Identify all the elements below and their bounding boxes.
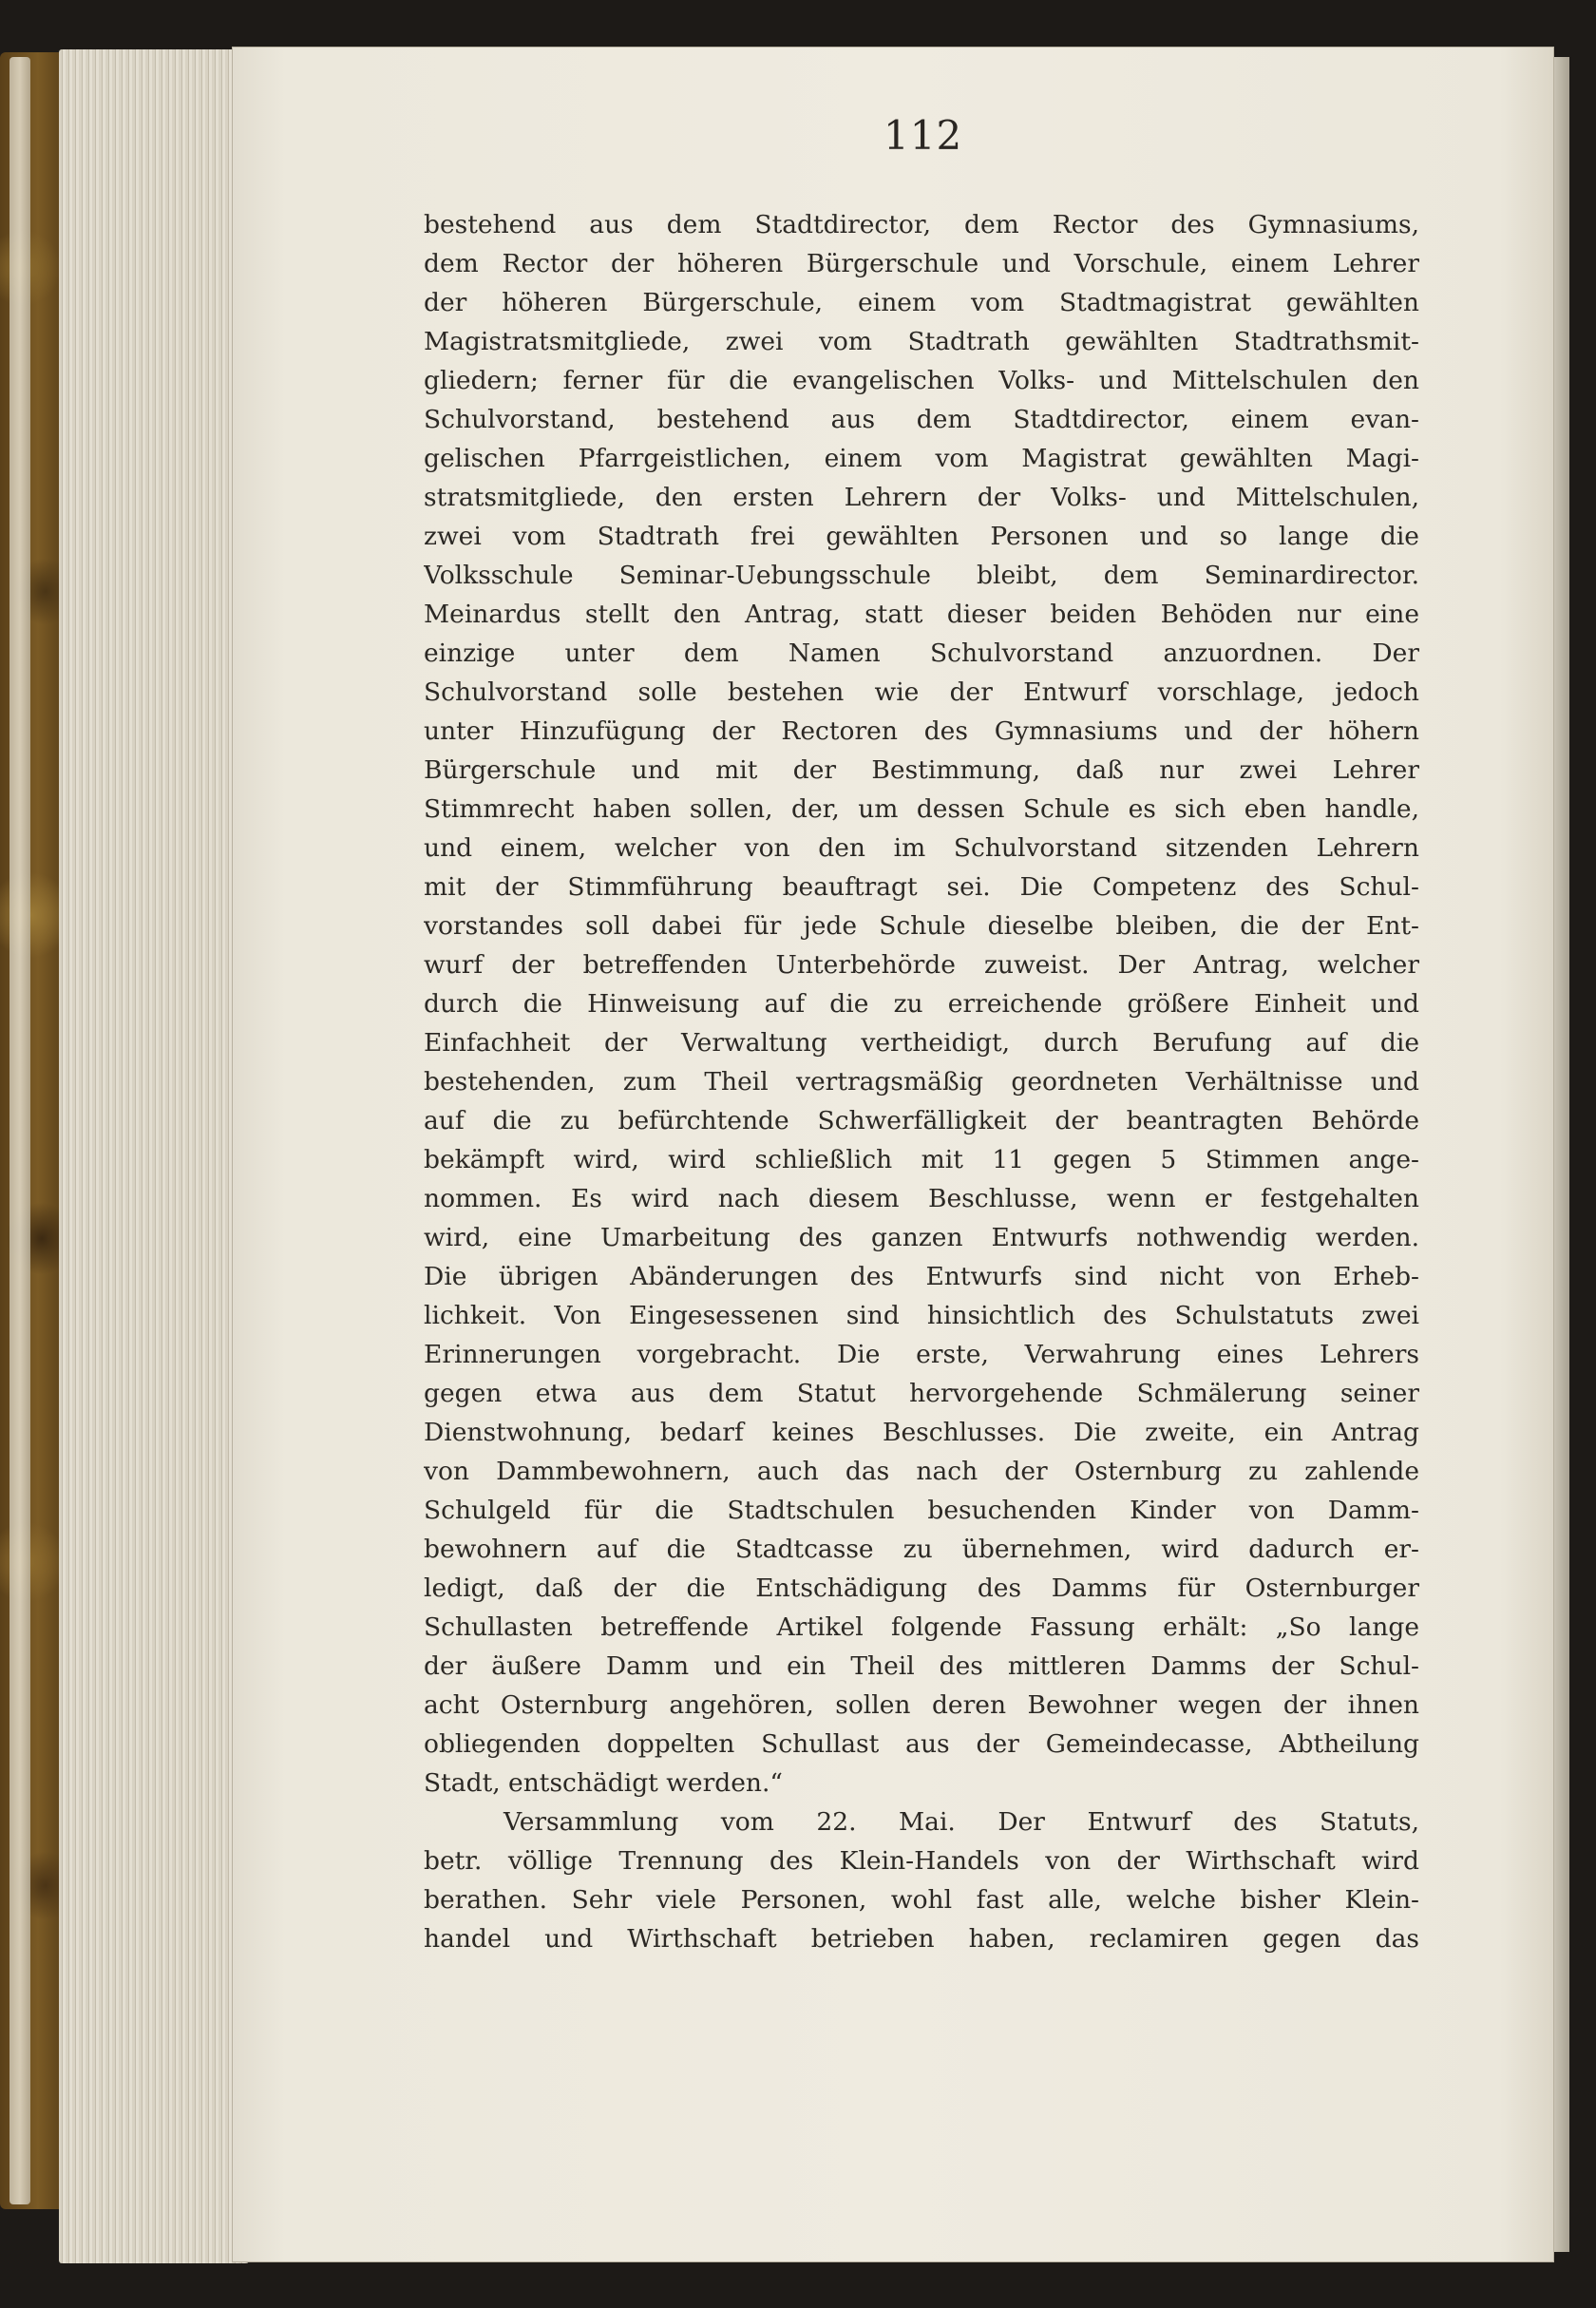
text-line: Dienstwohnung, bedarf keines Beschlusses. Die zweite, ein Antrag <box>424 1418 1419 1447</box>
text-line: Magistratsmitgliede, zwei vom Stadtrath gewählten Stadtrathsmit- <box>424 327 1419 356</box>
text-line: gliedern; ferner für die evangelischen Volks- und Mittelschulen den <box>424 366 1419 395</box>
text-line: der äußere Damm und ein Theil des mittleren Damms der Schul- <box>424 1651 1419 1681</box>
text-line: einzige unter dem Namen Schulvorstand anzuordnen. Der <box>424 639 1419 668</box>
text-line: lichkeit. Von Eingesessenen sind hinsichtlich des Schulstatuts zwei <box>424 1301 1419 1330</box>
text-line: und einem, welcher von den im Schulvorstand sitzenden Lehrern <box>424 833 1419 863</box>
text-line: Volksschule Seminar-Uebungsschule bleibt, dem Seminardirector. <box>424 561 1419 590</box>
text-line: stratsmitgliede, den ersten Lehrern der Volks- und Mittelschulen, <box>424 483 1419 512</box>
text-line: bekämpft wird, wird schließlich mit 11 gegen 5 Stimmen ange- <box>424 1145 1419 1174</box>
text-line: wird, eine Umarbeitung des ganzen Entwurfs nothwendig werden. <box>424 1223 1419 1252</box>
text-line: Einfachheit der Verwaltung vertheidigt, durch Berufung auf die <box>424 1028 1419 1058</box>
text-line: handel und Wirthschaft betrieben haben, reclamiren gegen das <box>424 1924 1419 1954</box>
cover-edge <box>10 57 30 2204</box>
text-line: Schullasten betreffende Artikel folgende Fassung erhält: „So lange <box>424 1612 1419 1642</box>
text-line: nommen. Es wird nach diesem Beschlusse, wenn er festgehalten <box>424 1184 1419 1213</box>
text-line: Schulvorstand, bestehend aus dem Stadtdirector, einem evan- <box>424 405 1419 434</box>
text-line: bestehenden, zum Theil vertragsmäßig geordneten Verhältnisse und <box>424 1067 1419 1097</box>
text-line: zwei vom Stadtrath frei gewählten Personen und so lange die <box>424 522 1419 551</box>
body-text <box>424 205 1419 1958</box>
text-line: berathen. Sehr viele Personen, wohl fast alle, welche bisher Klein- <box>424 1885 1419 1915</box>
text-line: wurf der betreffenden Unterbehörde zuweist. Der Antrag, welcher <box>424 950 1419 980</box>
text-line: obliegenden doppelten Schullast aus der Gemeindecasse, Abtheilung <box>424 1729 1419 1759</box>
text-line: Schulgeld für die Stadtschulen besuchenden Kinder von Damm- <box>424 1496 1419 1525</box>
text-line: Die übrigen Abänderungen des Entwurfs sind nicht von Erheb- <box>424 1262 1419 1291</box>
text-line: Stadt, entschädigt werden.“ <box>424 1768 783 1798</box>
text-line: mit der Stimmführung beauftragt sei. Die Competenz des Schul- <box>424 872 1419 902</box>
text-line: bewohnern auf die Stadtcasse zu übernehmen, wird dadurch er- <box>424 1535 1419 1564</box>
page-right-edge <box>1554 57 1569 2252</box>
text-line: vorstandes soll dabei für jede Schule dieselbe bleiben, die der Ent- <box>424 911 1419 941</box>
text-line: Erinnerungen vorgebracht. Die erste, Verwahrung eines Lehrers <box>424 1340 1419 1369</box>
page-number: 112 <box>884 112 963 159</box>
text-line: von Dammbewohnern, auch das nach der Osternburg zu zahlende <box>424 1457 1419 1486</box>
text-line: acht Osternburg angehören, sollen deren Bewohner wegen der ihnen <box>424 1690 1419 1720</box>
text-line: Schulvorstand solle bestehen wie der Entwurf vorschlage, jedoch <box>424 677 1419 707</box>
text-line: auf die zu befürchtende Schwerfälligkeit der beantragten Behörde <box>424 1106 1419 1135</box>
text-line: der höheren Bürgerschule, einem vom Stadtmagistrat gewählten <box>424 288 1419 317</box>
page-edges <box>59 49 249 2263</box>
text-line: durch die Hinweisung auf die zu erreichende größere Einheit und <box>424 989 1419 1019</box>
text-line: Stimmrecht haben sollen, der, um dessen Schule es sich eben handle, <box>424 794 1419 824</box>
text-line: gelischen Pfarrgeistlichen, einem vom Magistrat gewählten Magi- <box>424 444 1419 473</box>
text-line: unter Hinzufügung der Rectoren des Gymnasiums und der höhern <box>424 716 1419 746</box>
text-line: Versammlung vom 22. Mai. Der Entwurf des Statuts, <box>504 1807 1419 1837</box>
text-line: betr. völlige Trennung des Klein-Handels von der Wirthschaft wird <box>424 1846 1419 1876</box>
text-line: Meinardus stellt den Antrag, statt dieser beiden Behöden nur eine <box>424 600 1419 629</box>
text-line: ledigt, daß der die Entschädigung des Damms für Osternburger <box>424 1574 1419 1603</box>
text-line: gegen etwa aus dem Statut hervorgehende Schmälerung seiner <box>424 1379 1419 1408</box>
text-line: bestehend aus dem Stadtdirector, dem Rector des Gymnasiums, <box>424 210 1419 239</box>
text-line: Bürgerschule und mit der Bestimmung, daß nur zwei Lehrer <box>424 755 1419 785</box>
text-line: dem Rector der höheren Bürgerschule und Vorschule, einem Lehrer <box>424 249 1419 278</box>
